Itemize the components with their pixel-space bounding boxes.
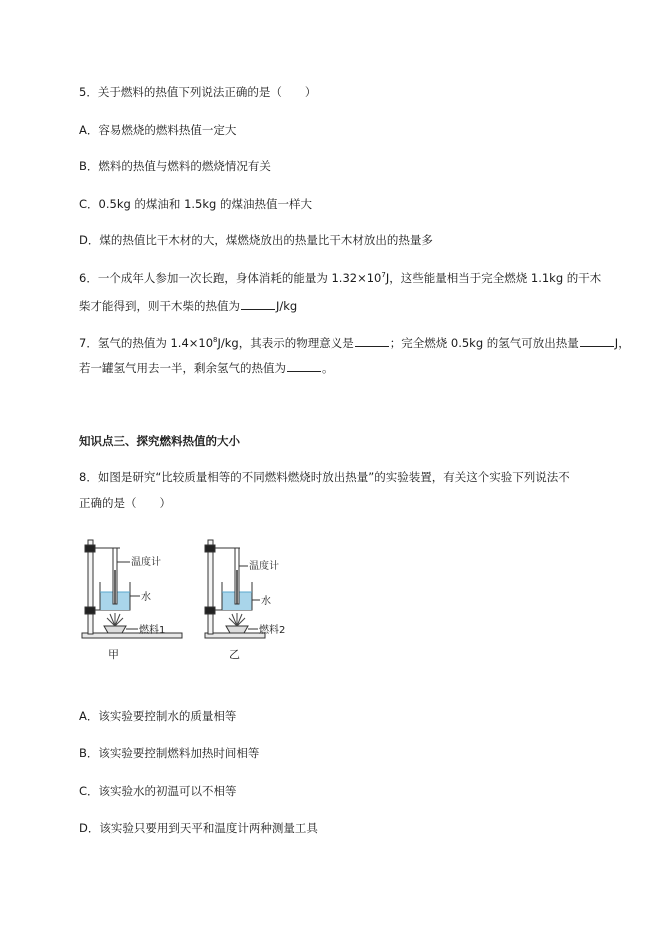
top-clamp-knob-right [205,545,215,552]
q7-text-d: J， [614,336,630,350]
question-8-line-2: 正确的是（ ） [79,496,171,510]
caption-left: 甲 [108,648,119,661]
thermometer-label-right: 温度计 [249,561,279,572]
setup-right [205,540,265,638]
burner-right [226,626,248,633]
question-7-line-1 [79,334,630,350]
question-7-line-2 [79,359,334,375]
fuel-label-left: 燃料1 [139,625,166,636]
question-8-option-d: D．该实验只要用到天平和温度计两种测量工具 [79,821,318,835]
question-5-stem: 5．关于燃料的热值下列说法正确的是（ ） [79,85,317,99]
stand-rod-left [88,540,93,634]
q7-text-a: 7．氢气的热值为 1.4×10 [79,336,214,350]
question-8-line-1: 8．如图是研究“比较质量相等的不同燃料燃烧时放出热量”的实验装置，有关这个实验下列说法不 [79,470,570,484]
section-3-title: 知识点三、探究燃料热值的大小 [79,434,240,448]
question-5-option-d: D．煤的热值比干木材的大，煤燃烧放出的热量比干木材放出的热量多 [79,233,433,247]
top-clamp-knob-left [85,545,95,552]
q7-meaning-blank[interactable] [355,334,389,347]
q7-text-e: 若一罐氢气用去一半，剩余氢气的热值为 [79,361,286,375]
q7-text-c: ；完全燃烧 0.5kg 的氢气可放出热量 [389,336,579,350]
water-label-right: 水 [261,596,271,607]
q7-heat-value-blank[interactable] [287,359,321,372]
flame-right [229,613,245,626]
q6-text-a: 6．一个成年人参加一次长跑，身体消耗的能量为 1.32×10 [79,271,382,285]
experiment-figure [80,530,310,665]
q6-unit: J/kg [276,299,298,313]
question-5-option-a: A．容易燃烧的燃料热值一定大 [79,123,237,137]
question-8-option-a: A．该实验要控制水的质量相等 [79,709,237,723]
question-6-line-2 [79,297,297,313]
stand-rod-right [208,540,213,634]
water-label-left: 水 [141,592,151,603]
question-8-option-c: C．该实验水的初温可以不相等 [79,784,237,798]
q7-exponent: 8 [213,336,218,345]
q6-text-b: J，这些能量相当于完全燃烧 1.1kg 的干木 [385,271,602,285]
q6-answer-blank[interactable] [241,297,275,310]
ring-clamp-knob-right [205,607,215,614]
question-5-option-b: B．燃料的热值与燃料的燃烧情况有关 [79,159,271,173]
stand-base-left [82,633,182,638]
question-5-option-c: C．0.5kg 的煤油和 1.5kg 的煤油热值一样大 [79,197,312,211]
caption-right: 乙 [229,648,240,661]
q7-text-b: J/kg，其表示的物理意义是 [217,336,354,350]
question-6-line-1 [79,271,601,285]
burner-left [104,626,126,633]
question-8-option-b: B．该实验要控制燃料加热时间相等 [79,746,260,760]
setup-left [82,540,182,638]
fuel-label-right: 燃料2 [259,625,286,636]
ring-clamp-knob-left [85,607,95,614]
q6-exponent: 7 [381,271,386,280]
thermometer-label-left: 温度计 [131,557,161,568]
q7-text-f: 。 [322,361,334,375]
q6-text-c: 柴才能得到，则干木柴的热值为 [79,299,240,313]
stand-base-right [205,633,265,638]
q7-heat-blank[interactable] [580,334,614,347]
flame-left [107,613,123,626]
